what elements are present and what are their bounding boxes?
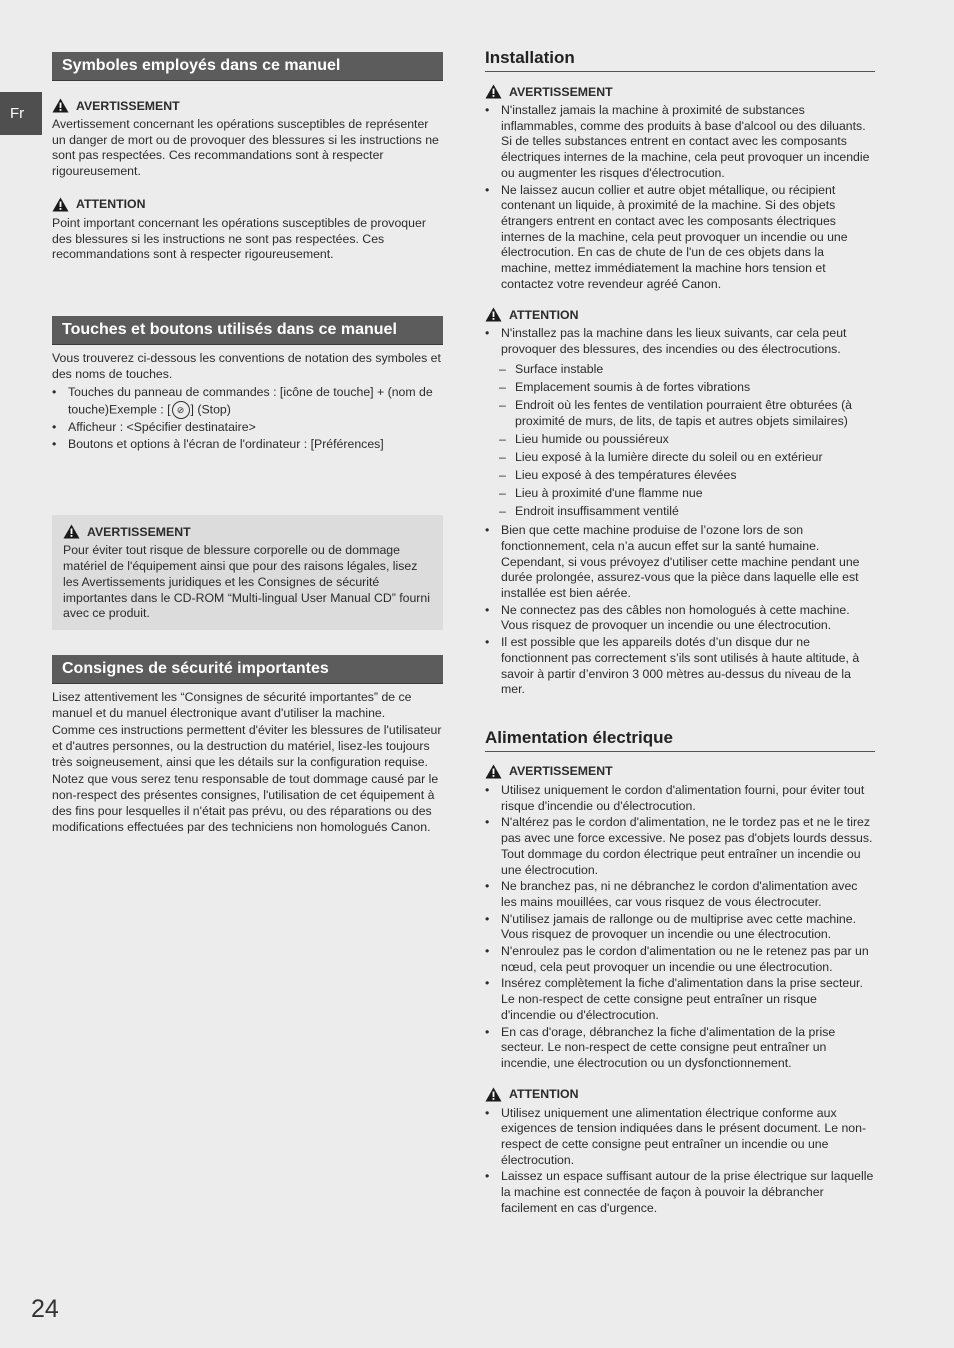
caution-label: ATTENTION	[509, 307, 579, 322]
safety-paragraph: Comme ces instructions permettent d'éviter les blessures de l'utilisateur et d'autres personnes, ou la destruction du matériel, lisez-les toujours très soigneusement, ainsi que les détails sur la configuration requise.	[52, 723, 442, 769]
list-item: • En cas d'orage, débranchez la fiche d'alimentation de la prise secteur. Le non-respect de cette consigne peut entraîner un incendie, une électrocution ou un dysfonctionnement.	[485, 1025, 875, 1072]
right-column	[485, 48, 875, 1218]
list-item: • Ne connectez pas des câbles non homologués à cette machine. Vous risquez de provoquer un incendie ou une électrocution.	[485, 603, 875, 634]
caution-text: Point important concernant les opérations susceptibles de provoquer des blessures si les instructions ne sont pas respectées. Ces recommandations sont à respecter rigoureusement.	[52, 215, 426, 262]
keys-intro: Vous trouverez ci-dessous les conventions de notation des symboles et des noms de touches.	[52, 350, 441, 381]
warning-heading	[485, 84, 875, 99]
warning-triangle-icon	[52, 98, 69, 113]
section-title-safety: Consignes de sécurité importantes	[52, 655, 443, 684]
list-item: • Utilisez uniquement une alimentation électrique conforme aux exigences de tension indiquées dans le présent document. Le non-respect de cette consigne peut entraîner un incendie ou une électrocution.	[485, 1106, 875, 1169]
list-item: • Insérez complètement la fiche d'alimentation dans la prise secteur. Le non-respect de cette consigne peut entraîner un risque d'incendie ou d'électrocution.	[485, 976, 875, 1023]
caution-label: ATTENTION	[509, 1087, 579, 1102]
keys-list	[52, 385, 443, 452]
list-item: • N'utilisez jamais de rallonge ou de multiprise avec cette machine. Vous risquez de provoquer un incendie ou une électrocution.	[485, 912, 875, 943]
list-item: • N'installez jamais la machine à proximité de substances inflammables, comme des produits à base d'alcool ou des diluants. Si de telles substances entrent en contact avec les composants électriques internes de la machine, cela peut provoquer un incendie ou augmenter les risques d'électrocution.	[485, 103, 875, 182]
list-item: – Lieu humide ou poussiéreux	[485, 432, 875, 448]
power-warning-list	[485, 783, 875, 1072]
stop-key-icon: ⊘	[172, 401, 190, 419]
caution-heading	[485, 1087, 875, 1102]
section-title-keys: Touches et boutons utilisés dans ce manuel	[52, 316, 443, 345]
list-item: – Lieu exposé à des températures élevées	[485, 468, 875, 484]
list-item: • Ne laissez aucun collier et autre objet métallique, ou récipient contenant un liquide, à proximité de la machine. Si des objets étrangers entrent en contact avec les composants électriques internes de la machine, cela peut provoquer un incendie ou une électrocution. En cas de chute de l'un de ces objets dans la machine, mettez immédiatement la machine hors tension et contactez votre revendeur agréé Canon.	[485, 183, 875, 293]
left-column	[52, 52, 443, 835]
installation-warning	[485, 84, 875, 292]
warning-label: AVERTISSEMENT	[87, 524, 191, 539]
keys-item-text-a: Touches du panneau de commandes : [icône de touche] + (nom de touche)Exemple : [	[68, 385, 433, 417]
list-item: • Boutons et options à l'écran de l'ordinateur : [Préférences]	[52, 437, 443, 453]
list-item: • Ne branchez pas, ni ne débranchez le cordon d'alimentation avec les mains mouillées, car vous risquez de vous électrocuter.	[485, 879, 875, 910]
installation-caution-list	[485, 326, 875, 698]
safety-paragraph: Notez que vous serez tenu responsable de tout dommage causé par le non-respect des présentes consignes, l'utilisation de cet équipement à des fins pour lesquelles il n'était pas prévu, ou des réparations ou des modifications effectuées par des techniciens non homologués Canon.	[52, 772, 439, 834]
list-item: – Endroit insuffisamment ventilé	[485, 504, 875, 520]
warning-triangle-icon	[485, 1087, 502, 1102]
power-caution-list	[485, 1106, 875, 1217]
places-list	[485, 362, 875, 519]
warning-triangle-icon	[485, 84, 502, 99]
caution-label: ATTENTION	[76, 197, 146, 212]
page-number: 24	[31, 1295, 59, 1323]
warning-triangle-icon	[52, 197, 69, 212]
list-item: • Utilisez uniquement le cordon d'alimentation fourni, pour éviter tout risque d'incendie ou d'électrocution.	[485, 783, 875, 814]
section-title-symbols: Symboles employés dans ce manuel	[52, 52, 443, 81]
warning-box-text: Pour éviter tout risque de blessure corporelle ou de dommage matériel de l'équipement ainsi que pour des raisons légales, lisez les Avertissements juridiques et les Consignes de sécurité importantes dans le CD-ROM “Multi-lingual User Manual CD” fourni avec ce produit.	[63, 543, 430, 621]
warning-box	[52, 515, 443, 630]
list-item: • N'enroulez pas le cordon d'alimentation ou ne le retenez pas par un nœud, cela peut provoquer un incendie ou une électrocution.	[485, 944, 875, 975]
list-item: • Afficheur : <Spécifier destinataire>	[52, 420, 443, 436]
power-caution	[485, 1087, 875, 1217]
list-item: • Laissez un espace suffisant autour de la prise électrique sur laquelle la machine est connectée de façon à pouvoir la débrancher facilement en cas d'urgence.	[485, 1169, 875, 1216]
list-item: – Endroit où les fentes de ventilation pourraient être obturées (à proximité de murs, de lits, de tapis et autres objets similaires)	[485, 398, 875, 429]
installation-caution	[485, 307, 875, 698]
caution-block	[52, 197, 443, 263]
section-title-installation: Installation	[485, 48, 875, 72]
list-item: • Il est possible que les appareils dotés d’un disque dur ne fonctionnent pas correctement s’ils sont utilisés à haute altitude, à savoir à partir d’environ 3 000 mètres au-dessus du niveau de la mer.	[485, 635, 875, 698]
warning-heading	[485, 764, 875, 779]
section-title-power: Alimentation électrique	[485, 728, 875, 752]
warning-label: AVERTISSEMENT	[509, 84, 613, 99]
keys-section-body	[52, 351, 443, 453]
list-item: – Lieu à proximité d'une flamme nue	[485, 486, 875, 502]
warning-label: AVERTISSEMENT	[76, 98, 180, 113]
warning-triangle-icon	[485, 307, 502, 322]
warning-text: Avertissement concernant les opérations susceptibles de représenter un danger de mort ou de provoquer des blessures si les instructions ne sont pas respectées. Ces recommandations sont à respecter rigoureusement.	[52, 117, 439, 179]
safety-paragraph: Lisez attentivement les “Consignes de sécurité importantes” de ce manuel et du manuel électronique avant d'utiliser la machine.	[52, 689, 412, 720]
list-item: • N'altérez pas le cordon d'alimentation, ne le tordez pas et ne le tirez pas avec une force excessive. Ne posez pas d'objets lourds dessus. Tout dommage du cordon électrique peut entraîner un incendie ou une électrocution.	[485, 815, 875, 878]
warning-heading	[63, 524, 432, 539]
installation-warning-list	[485, 103, 875, 292]
caution-intro: N'installez pas la machine dans les lieux suivants, car cela peut provoquer des blessures, des incendies ou des électrocutions.	[501, 326, 847, 357]
list-item	[52, 385, 443, 419]
warning-label: AVERTISSEMENT	[509, 764, 613, 779]
language-tab: Fr	[0, 92, 42, 135]
list-item: – Surface instable	[485, 362, 875, 378]
warning-heading	[52, 98, 443, 113]
power-warning	[485, 764, 875, 1072]
list-item: – Emplacement soumis à de fortes vibrations	[485, 380, 875, 396]
warning-triangle-icon	[485, 764, 502, 779]
list-item: – Lieu exposé à la lumière directe du soleil ou en extérieur	[485, 450, 875, 466]
safety-section-body	[52, 690, 443, 835]
warning-triangle-icon	[63, 524, 80, 539]
list-item: • Bien que cette machine produise de l’ozone lors de son fonctionnement, cela n’a aucun effet sur la santé humaine. Cependant, si vous prévoyez d'utiliser cette machine pendant une durée prolongée, assurez-vous que la pièce dans laquelle elle est installée est bien aérée.	[485, 523, 875, 602]
list-item	[485, 326, 875, 519]
caution-heading	[485, 307, 875, 322]
caution-heading	[52, 197, 443, 212]
keys-item-text-b: ] (Stop)	[190, 402, 231, 417]
warning-block	[52, 98, 443, 180]
